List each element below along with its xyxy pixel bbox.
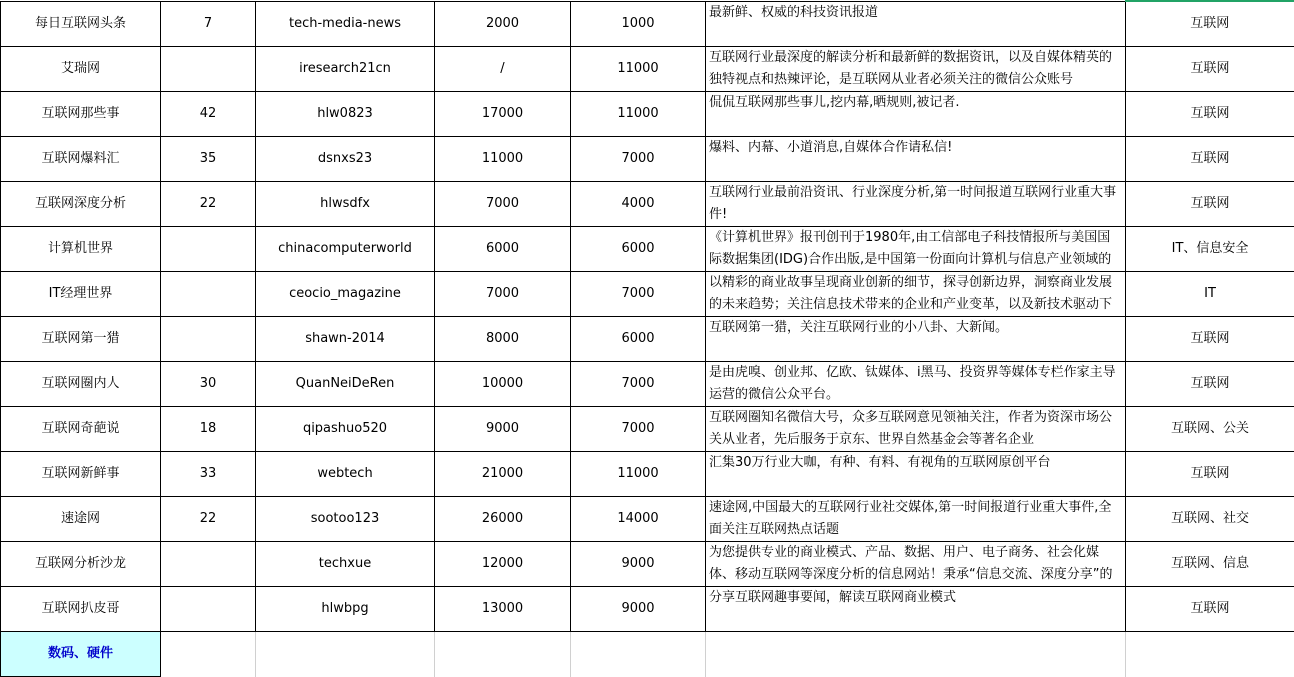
cell-description[interactable] (706, 92, 1126, 137)
cell-rank[interactable] (161, 272, 256, 317)
cell-category[interactable]: 互联网 (1126, 452, 1294, 497)
cell-rank[interactable]: 42 (161, 92, 256, 137)
table-row (1, 47, 1294, 92)
cell-fans[interactable]: 7000 (571, 272, 706, 317)
section-label-cell[interactable]: 数码、硬件 (1, 632, 161, 677)
cell-reads[interactable]: 12000 (435, 542, 571, 587)
empty-cell[interactable] (706, 632, 1126, 677)
cell-name[interactable]: 互联网分析沙龙 (1, 542, 161, 587)
cell-rank[interactable]: 18 (161, 407, 256, 452)
cell-wechat-id[interactable]: hlwsdfx (256, 182, 435, 227)
description-text: 为您提供专业的商业模式、产品、数据、用户、电子商务、社会化媒体、移动互联网等深度分析的信息网站！秉承“信息交流、深度分享”的 (709, 545, 1113, 582)
cell-category[interactable]: 互联网 (1126, 1, 1294, 47)
cell-reads[interactable]: 26000 (435, 497, 571, 542)
cell-reads[interactable]: 6000 (435, 227, 571, 272)
cell-name[interactable]: 互联网新鲜事 (1, 452, 161, 497)
cell-description[interactable] (706, 1, 1126, 47)
cell-description[interactable] (706, 272, 1126, 317)
table-row (1, 182, 1294, 227)
table-row (1, 362, 1294, 407)
cell-description[interactable] (706, 452, 1126, 497)
cell-rank[interactable] (161, 317, 256, 362)
cell-rank[interactable]: 7 (161, 1, 256, 47)
cell-reads[interactable]: 2000 (435, 1, 571, 47)
description-text: 互联网行业最前沿资讯、行业深度分析,第一时间报道互联网行业重大事件! (709, 185, 1117, 222)
cell-fans[interactable]: 6000 (571, 317, 706, 362)
cell-reads[interactable]: 11000 (435, 137, 571, 182)
cell-wechat-id[interactable]: sootoo123 (256, 497, 435, 542)
cell-fans[interactable]: 11000 (571, 452, 706, 497)
cell-category[interactable]: 互联网、社交 (1126, 497, 1294, 542)
cell-category[interactable]: 互联网、信息 (1126, 542, 1294, 587)
table-row (1, 452, 1294, 497)
empty-cell[interactable] (571, 632, 706, 677)
description-text: 互联网圈知名微信大号，众多互联网意见领袖关注，作者为资深市场公关从业者，先后服务于京东、世界自然基金会等著名企业 (709, 410, 1113, 447)
cell-fans[interactable]: 7000 (571, 137, 706, 182)
table-row (1, 497, 1294, 542)
cell-description[interactable] (706, 407, 1126, 452)
cell-reads[interactable]: 9000 (435, 407, 571, 452)
table-row (1, 272, 1294, 317)
cell-category[interactable]: 互联网、公关 (1126, 407, 1294, 452)
cell-reads[interactable]: 13000 (435, 587, 571, 632)
description-text: 互联网第一猎，关注互联网行业的小八卦、大新闻。 (709, 320, 1009, 335)
cell-rank[interactable]: 33 (161, 452, 256, 497)
cell-rank[interactable] (161, 227, 256, 272)
cell-reads[interactable]: / (435, 47, 571, 92)
cell-name[interactable]: 每日互联网头条 (1, 1, 161, 47)
cell-wechat-id[interactable]: ceocio_magazine (256, 272, 435, 317)
description-text: 爆料、内幕、小道消息,自媒体合作请私信! (709, 140, 953, 155)
cell-fans[interactable]: 11000 (571, 47, 706, 92)
cell-fans[interactable]: 7000 (571, 362, 706, 407)
cell-rank[interactable]: 22 (161, 497, 256, 542)
cell-name[interactable]: 计算机世界 (1, 227, 161, 272)
table-row (1, 137, 1294, 182)
cell-name[interactable]: 互联网第一猎 (1, 317, 161, 362)
cell-name[interactable]: 速途网 (1, 497, 161, 542)
cell-description[interactable] (706, 47, 1126, 92)
cell-fans[interactable]: 11000 (571, 92, 706, 137)
cell-description[interactable] (706, 227, 1126, 272)
cell-rank[interactable]: 22 (161, 182, 256, 227)
empty-cell[interactable] (161, 632, 256, 677)
cell-name[interactable]: 互联网那些事 (1, 92, 161, 137)
cell-wechat-id[interactable]: chinacomputerworld (256, 227, 435, 272)
cell-reads[interactable]: 7000 (435, 272, 571, 317)
cell-wechat-id[interactable]: tech-media-news (256, 1, 435, 47)
cell-fans[interactable]: 1000 (571, 1, 706, 47)
cell-fans[interactable]: 7000 (571, 407, 706, 452)
cell-wechat-id[interactable]: webtech (256, 452, 435, 497)
cell-name[interactable]: 互联网圈内人 (1, 362, 161, 407)
cell-reads[interactable]: 17000 (435, 92, 571, 137)
description-text: 汇集30万行业大咖，有种、有料、有视角的互联网原创平台 (709, 455, 1051, 470)
cell-category[interactable]: IT、信息安全 (1126, 227, 1294, 272)
cell-reads[interactable]: 8000 (435, 317, 571, 362)
description-text: 以精彩的商业故事呈现商业创新的细节，探寻创新边界，洞察商业发展的未来趋势；关注信息技术带来的企业和产业变革，以及新技术驱动下 (709, 275, 1113, 312)
cell-name[interactable]: 互联网爆料汇 (1, 137, 161, 182)
description-text: 是由虎嗅、创业邦、亿欧、钛媒体、i黑马、投资界等媒体专栏作家主导运营的微信公众平台。 (709, 365, 1116, 402)
table-row (1, 542, 1294, 587)
cell-name[interactable]: 互联网扒皮哥 (1, 587, 161, 632)
cell-description[interactable] (706, 497, 1126, 542)
cell-description[interactable] (706, 137, 1126, 182)
cell-reads[interactable]: 10000 (435, 362, 571, 407)
empty-cell[interactable] (1126, 632, 1294, 677)
cell-rank[interactable]: 35 (161, 137, 256, 182)
cell-wechat-id[interactable]: qipashuo520 (256, 407, 435, 452)
cell-category[interactable]: 互联网 (1126, 362, 1294, 407)
cell-description[interactable] (706, 182, 1126, 227)
cell-fans[interactable]: 9000 (571, 587, 706, 632)
cell-fans[interactable]: 9000 (571, 542, 706, 587)
cell-fans[interactable]: 4000 (571, 182, 706, 227)
cell-rank[interactable]: 30 (161, 362, 256, 407)
description-text: 《计算机世界》报刊创刊于1980年,由工信部电子科技情报所与美国国际数据集团(IDG)合作出版,是中国第一份面向计算机与信息产业领域的 (709, 230, 1112, 267)
cell-category[interactable]: 互联网 (1126, 182, 1294, 227)
description-text: 侃侃互联网那些事儿,挖内幕,晒规则,被记者. (709, 95, 960, 110)
empty-cell[interactable] (435, 632, 571, 677)
cell-description[interactable] (706, 362, 1126, 407)
description-text: 互联网行业最深度的解读分析和最新鲜的数据资讯，以及自媒体精英的独特视点和热辣评论，是互联网从业者必须关注的微信公众账号 (709, 50, 1113, 87)
table-row (1, 227, 1294, 272)
table-row (1, 317, 1294, 362)
cell-fans[interactable]: 6000 (571, 227, 706, 272)
cell-rank[interactable] (161, 542, 256, 587)
empty-cell[interactable] (256, 632, 435, 677)
cell-wechat-id[interactable]: QuanNeiDeRen (256, 362, 435, 407)
cell-description[interactable] (706, 317, 1126, 362)
section-row (1, 632, 1294, 677)
cell-category[interactable]: 互联网 (1126, 47, 1294, 92)
cell-description[interactable] (706, 587, 1126, 632)
cell-category[interactable]: 互联网 (1126, 317, 1294, 362)
cell-wechat-id[interactable]: hlwbpg (256, 587, 435, 632)
cell-fans[interactable]: 14000 (571, 497, 706, 542)
cell-wechat-id[interactable]: dsnxs23 (256, 137, 435, 182)
cell-name[interactable]: 艾瑞网 (1, 47, 161, 92)
description-text: 最新鲜、权威的科技资讯报道 (709, 4, 879, 20)
table-row (1, 1, 1294, 47)
table-row (1, 587, 1294, 632)
cell-rank[interactable] (161, 587, 256, 632)
cell-wechat-id[interactable]: shawn-2014 (256, 317, 435, 362)
cell-rank[interactable] (161, 47, 256, 92)
cell-wechat-id[interactable]: iresearch21cn (256, 47, 435, 92)
table-row (1, 92, 1294, 137)
cell-category[interactable]: 互联网 (1126, 137, 1294, 182)
description-text: 分享互联网趣事要闻，解读互联网商业模式 (709, 590, 957, 605)
cell-category[interactable]: IT (1126, 272, 1294, 317)
table-row (1, 407, 1294, 452)
cell-category[interactable]: 互联网 (1126, 587, 1294, 632)
cell-name[interactable]: 互联网奇葩说 (1, 407, 161, 452)
cell-reads[interactable]: 21000 (435, 452, 571, 497)
cell-wechat-id[interactable]: hlw0823 (256, 92, 435, 137)
cell-reads[interactable]: 7000 (435, 182, 571, 227)
cell-description[interactable] (706, 542, 1126, 587)
cell-name[interactable]: IT经理世界 (1, 272, 161, 317)
cell-wechat-id[interactable]: techxue (256, 542, 435, 587)
cell-name[interactable]: 互联网深度分析 (1, 182, 161, 227)
description-text: 速途网,中国最大的互联网行业社交媒体,第一时间报道行业重大事件,全面关注互联网热点话题 (709, 500, 1112, 537)
cell-category[interactable]: 互联网 (1126, 92, 1294, 137)
